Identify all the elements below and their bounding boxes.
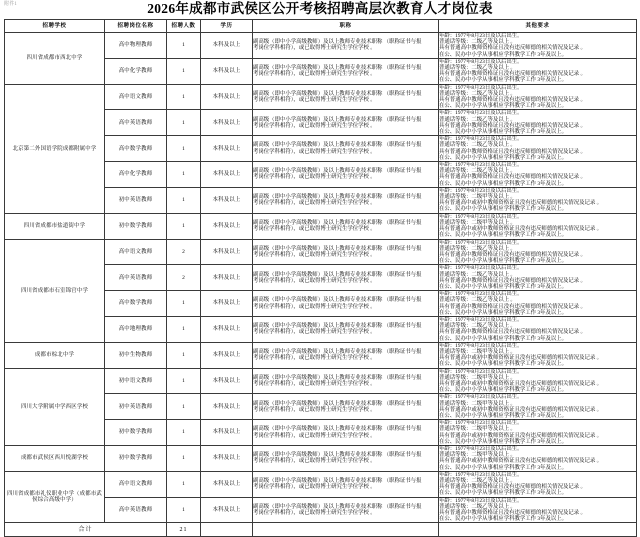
cell-post: 初中数学教师 (105, 420, 167, 446)
cell-school: 四川省成都市石室锦官中学 (5, 239, 105, 342)
cell-rank (253, 58, 439, 84)
other-line: 年龄：1977年8月23日及以后出生。 (439, 471, 523, 478)
cell-number: 1 (167, 368, 201, 394)
other-line: 普通话等级：二级乙等及以上 。 (439, 297, 516, 304)
total-education-blank (201, 523, 253, 537)
other-line: 普通话等级：二级乙等及以上 。 (439, 90, 516, 97)
rank-line: 副高级（即中小学高级教师）及以上教师专业技术职称 （职称证书与报 (253, 65, 422, 72)
cell-other-requirements (439, 446, 637, 472)
other-line: 具有普通高中或初中教师资格证且没有违反师德的相关情况及记录 。 (439, 355, 603, 362)
jobs-table (4, 19, 637, 537)
rank-line: 考岗位学科相符），或已取得博士研究生学位学校 。 (253, 277, 376, 284)
total-rank-blank (253, 523, 439, 537)
other-line: 年龄：1977年8月23日及以后出生。 (439, 342, 523, 349)
rank-line: 考岗位学科相符），或已取得博士研究生学位学校 。 (253, 148, 376, 155)
other-line: 普通话等级：二级乙等及以上 。 (439, 65, 516, 72)
other-line: 普通话等级：二级甲等及以上 。 (439, 194, 516, 201)
other-line: 普通话等级：二级乙等及以上 。 (439, 142, 516, 149)
other-line: 在公、民办中小学从事相应学科教学工作 3年及以上。 (439, 490, 568, 497)
rank-line: 副高级（即中小学高级教师）及以上教师专业技术职称 （职称证书与报 (253, 219, 422, 226)
other-line: 在公、民办中小学从事相应学科教学工作 3年及以上。 (439, 258, 568, 265)
other-line: 在公、民办中小学从事相应学科教学工作 3年及以上。 (439, 232, 568, 239)
rank-line: 考岗位学科相符），或已取得博士研究生学位学校 。 (253, 303, 376, 310)
rank-line: 副高级（即中小学高级教师）及以上教师专业技术职称 （职称证书与报 (253, 348, 422, 355)
rank-line: 副高级（即中小学高级教师）及以上教师专业技术职称 （职称证书与报 (253, 503, 422, 510)
cell-rank (253, 84, 439, 110)
other-line: 具有普通高中教师资格证且没有违反师德的相关情况及记录 。 (439, 251, 586, 258)
cell-school: 四川省成都市盐道街中学 (5, 213, 105, 239)
rank-line: 考岗位学科相符），或已取得博士研究生学位学校 。 (253, 251, 376, 258)
cell-post: 高中语文教师 (105, 84, 167, 110)
rank-line: 考岗位学科相符），或已取得博士研究生学位学校 。 (253, 380, 376, 387)
cell-other-requirements (439, 420, 637, 446)
other-line: 具有普通高中教师资格证且没有违反师德的相关情况及记录 。 (439, 277, 586, 284)
rank-line: 考岗位学科相符），或已取得博士研究生学位学校 。 (253, 406, 376, 413)
cell-number: 1 (167, 316, 201, 342)
cell-other-requirements (439, 213, 637, 239)
other-line: 具有普通高中或初中教师资格证且没有违反师德的相关情况及记录 。 (439, 226, 603, 233)
other-line: 普通话等级：二级甲等及以上 。 (439, 400, 516, 407)
other-line: 年龄：1977年8月23日及以后出生。 (439, 446, 523, 452)
cell-school: 成都市棕北中学 (5, 342, 105, 368)
table-row (5, 33, 637, 59)
cell-number: 1 (167, 187, 201, 213)
cell-education: 本科及以上 (201, 110, 253, 136)
cell-other-requirements (439, 58, 637, 84)
cell-post: 初中生物教师 (105, 342, 167, 368)
rank-line: 副高级（即中小学高级教师）及以上教师专业技术职称 （职称证书与报 (253, 245, 422, 252)
cell-post: 高中数学教师 (105, 136, 167, 162)
cell-rank (253, 162, 439, 188)
other-line: 年龄：1977年8月23日及以后出生。 (439, 394, 523, 401)
cell-school: 成都市武侯区西川悦湖学校 (5, 446, 105, 472)
total-other-blank (439, 523, 637, 537)
rank-line: 副高级（即中小学高级教师）及以上教师专业技术职称 （职称证书与报 (253, 194, 422, 201)
other-line: 普通话等级：二级甲等及以上 。 (439, 452, 516, 459)
other-line: 年龄：1977年8月23日及以后出生。 (439, 187, 523, 194)
cell-post: 高中化学教师 (105, 162, 167, 188)
other-line: 普通话等级：二级甲等及以上 。 (439, 426, 516, 433)
table-row (5, 239, 637, 265)
cell-post: 高中化学教师 (105, 58, 167, 84)
cell-post: 高中物理教师 (105, 33, 167, 59)
rank-line: 副高级（即中小学高级教师）及以上教师专业技术职称 （职称证书与报 (253, 142, 422, 149)
cell-number: 1 (167, 446, 201, 472)
cell-rank (253, 265, 439, 291)
cell-education: 本科及以上 (201, 58, 253, 84)
other-line: 在公、民办中小学从事相应学科教学工作 3年及以上。 (439, 335, 568, 342)
cell-other-requirements (439, 239, 637, 265)
rank-line: 副高级（即中小学高级教师）及以上教师专业技术职称 （职称证书与报 (253, 39, 422, 46)
other-line: 在公、民办中小学从事相应学科教学工作 3年及以上。 (439, 412, 568, 419)
cell-rank (253, 239, 439, 265)
cell-number: 1 (167, 162, 201, 188)
cell-rank (253, 420, 439, 446)
cell-post: 初中语文教师 (105, 368, 167, 394)
other-line: 普通话等级：二级乙等及以上 。 (439, 271, 516, 278)
cell-post: 高中数学教师 (105, 291, 167, 317)
cell-education: 本科及以上 (201, 446, 253, 472)
other-line: 在公、民办中小学从事相应学科教学工作 3年及以上。 (439, 361, 568, 368)
cell-education: 本科及以上 (201, 316, 253, 342)
cell-number: 1 (167, 471, 201, 497)
other-line: 具有普通高中或初中教师资格证且没有违反师德的相关情况及记录 。 (439, 200, 603, 207)
cell-other-requirements (439, 342, 637, 368)
other-line: 在公、民办中小学从事相应学科教学工作 3年及以上。 (439, 438, 568, 445)
other-line: 普通话等级：二级乙等及以上 。 (439, 116, 516, 123)
cell-school: 四川省成都市西北中学 (5, 33, 105, 85)
cell-other-requirements (439, 110, 637, 136)
cell-post: 高中地理教师 (105, 316, 167, 342)
cell-post: 初中英语教师 (105, 187, 167, 213)
cell-education: 本科及以上 (201, 497, 253, 523)
cell-post: 初中数学教师 (105, 446, 167, 472)
other-line: 年龄：1977年8月23日及以后出生。 (439, 110, 523, 117)
cell-rank (253, 471, 439, 497)
cell-education: 本科及以上 (201, 291, 253, 317)
rank-line: 考岗位学科相符），或已取得博士研究生学位学校 。 (253, 226, 376, 233)
cell-post: 高中语文教师 (105, 471, 167, 497)
header-post: 招聘岗位名称 (105, 20, 167, 33)
other-line: 年龄：1977年8月23日及以后出生。 (439, 291, 523, 298)
rank-line: 副高级（即中小学高级教师）及以上教师专业技术职称 （职称证书与报 (253, 374, 422, 381)
cell-number: 1 (167, 394, 201, 420)
total-label: 合计 (5, 523, 167, 537)
other-line: 普通话等级：二级乙等及以上 。 (439, 503, 516, 510)
cell-post: 初中数学教师 (105, 213, 167, 239)
cell-other-requirements (439, 136, 637, 162)
other-line: 具有普通高中或初中教师资格证且没有违反师德的相关情况及记录 。 (439, 432, 603, 439)
cell-education: 本科及以上 (201, 136, 253, 162)
rank-line: 考岗位学科相符），或已取得博士研究生学位学校 。 (253, 329, 376, 336)
cell-education: 本科及以上 (201, 187, 253, 213)
other-line: 年龄：1977年8月23日及以后出生。 (439, 265, 523, 272)
other-line: 具有普通高中教师资格证且没有违反师德的相关情况及记录 。 (439, 484, 586, 491)
table-row (5, 84, 637, 110)
cell-other-requirements (439, 265, 637, 291)
other-line: 在公、民办中小学从事相应学科教学工作 3年及以上。 (439, 283, 568, 290)
other-line: 具有普通高中或初中教师资格证且没有违反师德的相关情况及记录 。 (439, 458, 603, 465)
other-line: 具有普通高中教师资格证且没有违反师德的相关情况及记录 。 (439, 303, 586, 310)
table-header (5, 20, 637, 33)
cell-other-requirements (439, 497, 637, 523)
cell-school: 四川省成都市礼仪职业中学（成都市武侯综合高级中学） (5, 471, 105, 523)
rank-line: 副高级（即中小学高级教师）及以上教师专业技术职称 （职称证书与报 (253, 271, 422, 278)
cell-other-requirements (439, 316, 637, 342)
other-line: 普通话等级：二级乙等及以上 。 (439, 245, 516, 252)
cell-rank (253, 136, 439, 162)
cell-number: 2 (167, 265, 201, 291)
cell-post: 高中语文教师 (105, 239, 167, 265)
other-line: 在公、民办中小学从事相应学科教学工作 3年及以上。 (439, 387, 568, 394)
rank-line: 考岗位学科相符），或已取得博士研究生学位学校 。 (253, 432, 376, 439)
page-title: 2026年成都市武侯区公开考核招聘高层次教育人才岗位表 (147, 1, 493, 16)
cell-education: 本科及以上 (201, 471, 253, 497)
cell-rank (253, 342, 439, 368)
other-line: 普通话等级：二级乙等及以上 。 (439, 478, 516, 485)
rank-line: 副高级（即中小学高级教师）及以上教师专业技术职称 （职称证书与报 (253, 452, 422, 459)
cell-education: 本科及以上 (201, 265, 253, 291)
cell-rank (253, 497, 439, 523)
cell-other-requirements (439, 162, 637, 188)
rank-line: 副高级（即中小学高级教师）及以上教师专业技术职称 （职称证书与报 (253, 426, 422, 433)
cell-other-requirements (439, 471, 637, 497)
other-line: 具有普通高中教师资格证且没有违反师德的相关情况及记录 。 (439, 174, 586, 181)
rank-line: 考岗位学科相符），或已取得博士研究生学位学校 。 (253, 484, 376, 491)
rank-line: 副高级（即中小学高级教师）及以上教师专业技术职称 （职称证书与报 (253, 90, 422, 97)
table-row (5, 471, 637, 497)
other-line: 年龄：1977年8月23日及以后出生。 (439, 420, 523, 427)
other-line: 普通话等级：二级乙等及以上 。 (439, 323, 516, 330)
cell-post: 高中英语教师 (105, 265, 167, 291)
cell-number: 1 (167, 33, 201, 59)
other-line: 年龄：1977年8月23日及以后出生。 (439, 316, 523, 323)
header-other: 其他要求 (439, 20, 637, 33)
cell-education: 本科及以上 (201, 33, 253, 59)
cell-number: 1 (167, 497, 201, 523)
total-row (5, 523, 637, 537)
cell-school: 四川大学附属中学西区学校 (5, 368, 105, 445)
cell-rank (253, 33, 439, 59)
cell-education: 本科及以上 (201, 342, 253, 368)
rank-line: 考岗位学科相符），或已取得博士研究生学位学校 。 (253, 200, 376, 207)
cell-other-requirements (439, 187, 637, 213)
other-line: 在公、民办中小学从事相应学科教学工作 3年及以上。 (439, 103, 568, 110)
cell-post: 初中英语教师 (105, 394, 167, 420)
cell-number: 1 (167, 84, 201, 110)
cell-number: 1 (167, 110, 201, 136)
cell-education: 本科及以上 (201, 420, 253, 446)
table-body (5, 33, 637, 537)
cell-rank (253, 368, 439, 394)
cell-school: 北京第二外国语学院成都附属中学 (5, 84, 105, 213)
cell-education: 本科及以上 (201, 239, 253, 265)
cell-rank (253, 110, 439, 136)
cell-education: 本科及以上 (201, 394, 253, 420)
header-school: 招聘学校 (5, 20, 105, 33)
other-line: 年龄：1977年8月23日及以后出生。 (439, 368, 523, 375)
table-row (5, 342, 637, 368)
other-line: 年龄：1977年8月23日及以后出生。 (439, 136, 523, 143)
other-line: 在公、民办中小学从事相应学科教学工作 3年及以上。 (439, 464, 568, 471)
other-line: 在公、民办中小学从事相应学科教学工作 3年及以上。 (439, 180, 568, 187)
cell-number: 1 (167, 342, 201, 368)
other-line: 具有普通高中教师资格证且没有违反师德的相关情况及记录 。 (439, 122, 586, 129)
rank-line: 副高级（即中小学高级教师）及以上教师专业技术职称 （职称证书与报 (253, 297, 422, 304)
cell-other-requirements (439, 368, 637, 394)
rank-line: 副高级（即中小学高级教师）及以上教师专业技术职称 （职称证书与报 (253, 323, 422, 330)
cell-number: 1 (167, 291, 201, 317)
cell-education: 本科及以上 (201, 84, 253, 110)
cell-other-requirements (439, 84, 637, 110)
cell-rank (253, 446, 439, 472)
other-line: 具有普通高中教师资格证且没有违反师德的相关情况及记录 。 (439, 329, 586, 336)
other-line: 年龄：1977年8月23日及以后出生。 (439, 33, 523, 39)
rank-line: 考岗位学科相符），或已取得博士研究生学位学校 。 (253, 458, 376, 465)
cell-rank (253, 394, 439, 420)
cell-number: 1 (167, 136, 201, 162)
other-line: 在公、民办中小学从事相应学科教学工作 3年及以上。 (439, 154, 568, 161)
other-line: 具有普通高中教师资格证且没有违反师德的相关情况及记录 。 (439, 71, 586, 78)
other-line: 年龄：1977年8月23日及以后出生。 (439, 58, 523, 65)
other-line: 在公、民办中小学从事相应学科教学工作 3年及以上。 (439, 129, 568, 136)
rank-line: 副高级（即中小学高级教师）及以上教师专业技术职称 （职称证书与报 (253, 478, 422, 485)
other-line: 普通话等级：二级甲等及以上 。 (439, 219, 516, 226)
rank-line: 考岗位学科相符），或已取得博士研究生学位学校 。 (253, 510, 376, 517)
cell-other-requirements (439, 33, 637, 59)
rank-line: 副高级（即中小学高级教师）及以上教师专业技术职称 （职称证书与报 (253, 116, 422, 123)
cell-education: 本科及以上 (201, 162, 253, 188)
other-line: 普通话等级：二级甲等及以上 。 (439, 348, 516, 355)
other-line: 具有普通高中教师资格证且没有违反师德的相关情况及记录 。 (439, 148, 586, 155)
table-row (5, 213, 637, 239)
header-rank: 职称 (253, 20, 439, 33)
header-education: 学历 (201, 20, 253, 33)
cell-other-requirements (439, 394, 637, 420)
cell-rank (253, 316, 439, 342)
cell-post: 高中英语教师 (105, 497, 167, 523)
cell-rank (253, 213, 439, 239)
rank-line: 考岗位学科相符），或已取得博士研究生学位学校 。 (253, 122, 376, 129)
other-line: 在公、民办中小学从事相应学科教学工作 3年及以上。 (439, 51, 568, 58)
other-line: 具有普通高中教师资格证且没有违反师德的相关情况及记录 。 (439, 97, 586, 104)
cell-number: 1 (167, 420, 201, 446)
other-line: 年龄：1977年8月23日及以后出生。 (439, 239, 523, 246)
rank-line: 副高级（即中小学高级教师）及以上教师专业技术职称 （职称证书与报 (253, 168, 422, 175)
rank-line: 考岗位学科相符），或已取得博士研究生学位学校 。 (253, 355, 376, 362)
cell-rank (253, 187, 439, 213)
rank-line: 考岗位学科相符），或已取得博士研究生学位学校 。 (253, 71, 376, 78)
rank-line: 考岗位学科相符），或已取得博士研究生学位学校 。 (253, 174, 376, 181)
rank-line: 副高级（即中小学高级教师）及以上教师专业技术职称 （职称证书与报 (253, 400, 422, 407)
other-line: 普通话等级：二级甲等及以上 。 (439, 374, 516, 381)
cell-rank (253, 291, 439, 317)
cell-other-requirements (439, 291, 637, 317)
header-row (5, 20, 637, 33)
other-line: 具有普通高中或初中教师资格证且没有违反师德的相关情况及记录 。 (439, 406, 603, 413)
other-line: 具有普通高中教师资格证且没有违反师德的相关情况及记录 。 (439, 45, 586, 52)
cell-education: 本科及以上 (201, 213, 253, 239)
total-number: 21 (167, 523, 201, 537)
cell-education: 本科及以上 (201, 368, 253, 394)
other-line: 普通话等级：二级乙等及以上 。 (439, 168, 516, 175)
rank-line: 考岗位学科相符），或已取得博士研究生学位学校 。 (253, 97, 376, 104)
cell-number: 1 (167, 213, 201, 239)
other-line: 在公、民办中小学从事相应学科教学工作 3年及以上。 (439, 516, 568, 523)
other-line: 在公、民办中小学从事相应学科教学工作 3年及以上。 (439, 309, 568, 316)
other-line: 在公、民办中小学从事相应学科教学工作 3年及以上。 (439, 206, 568, 213)
table-row (5, 446, 637, 472)
cell-number: 1 (167, 58, 201, 84)
other-line: 年龄：1977年8月23日及以后出生。 (439, 162, 523, 169)
table-row (5, 368, 637, 394)
other-line: 年龄：1977年8月23日及以后出生。 (439, 497, 523, 504)
other-line: 年龄：1977年8月23日及以后出生。 (439, 84, 523, 91)
cell-number: 2 (167, 239, 201, 265)
attachment-mark: 附件1 (4, 2, 18, 7)
rank-line: 考岗位学科相符），或已取得博士研究生学位学校 。 (253, 45, 376, 52)
cell-post: 高中英语教师 (105, 110, 167, 136)
other-line: 具有普通高中教师资格证且没有违反师德的相关情况及记录 。 (439, 510, 586, 517)
other-line: 在公、民办中小学从事相应学科教学工作 3年及以上。 (439, 77, 568, 84)
other-line: 年龄：1977年8月23日及以后出生。 (439, 213, 523, 220)
header-number: 招聘人数 (167, 20, 201, 33)
other-line: 普通话等级：二级乙等及以上 。 (439, 39, 516, 46)
other-line: 具有普通高中或初中教师资格证且没有违反师德的相关情况及记录 。 (439, 380, 603, 387)
